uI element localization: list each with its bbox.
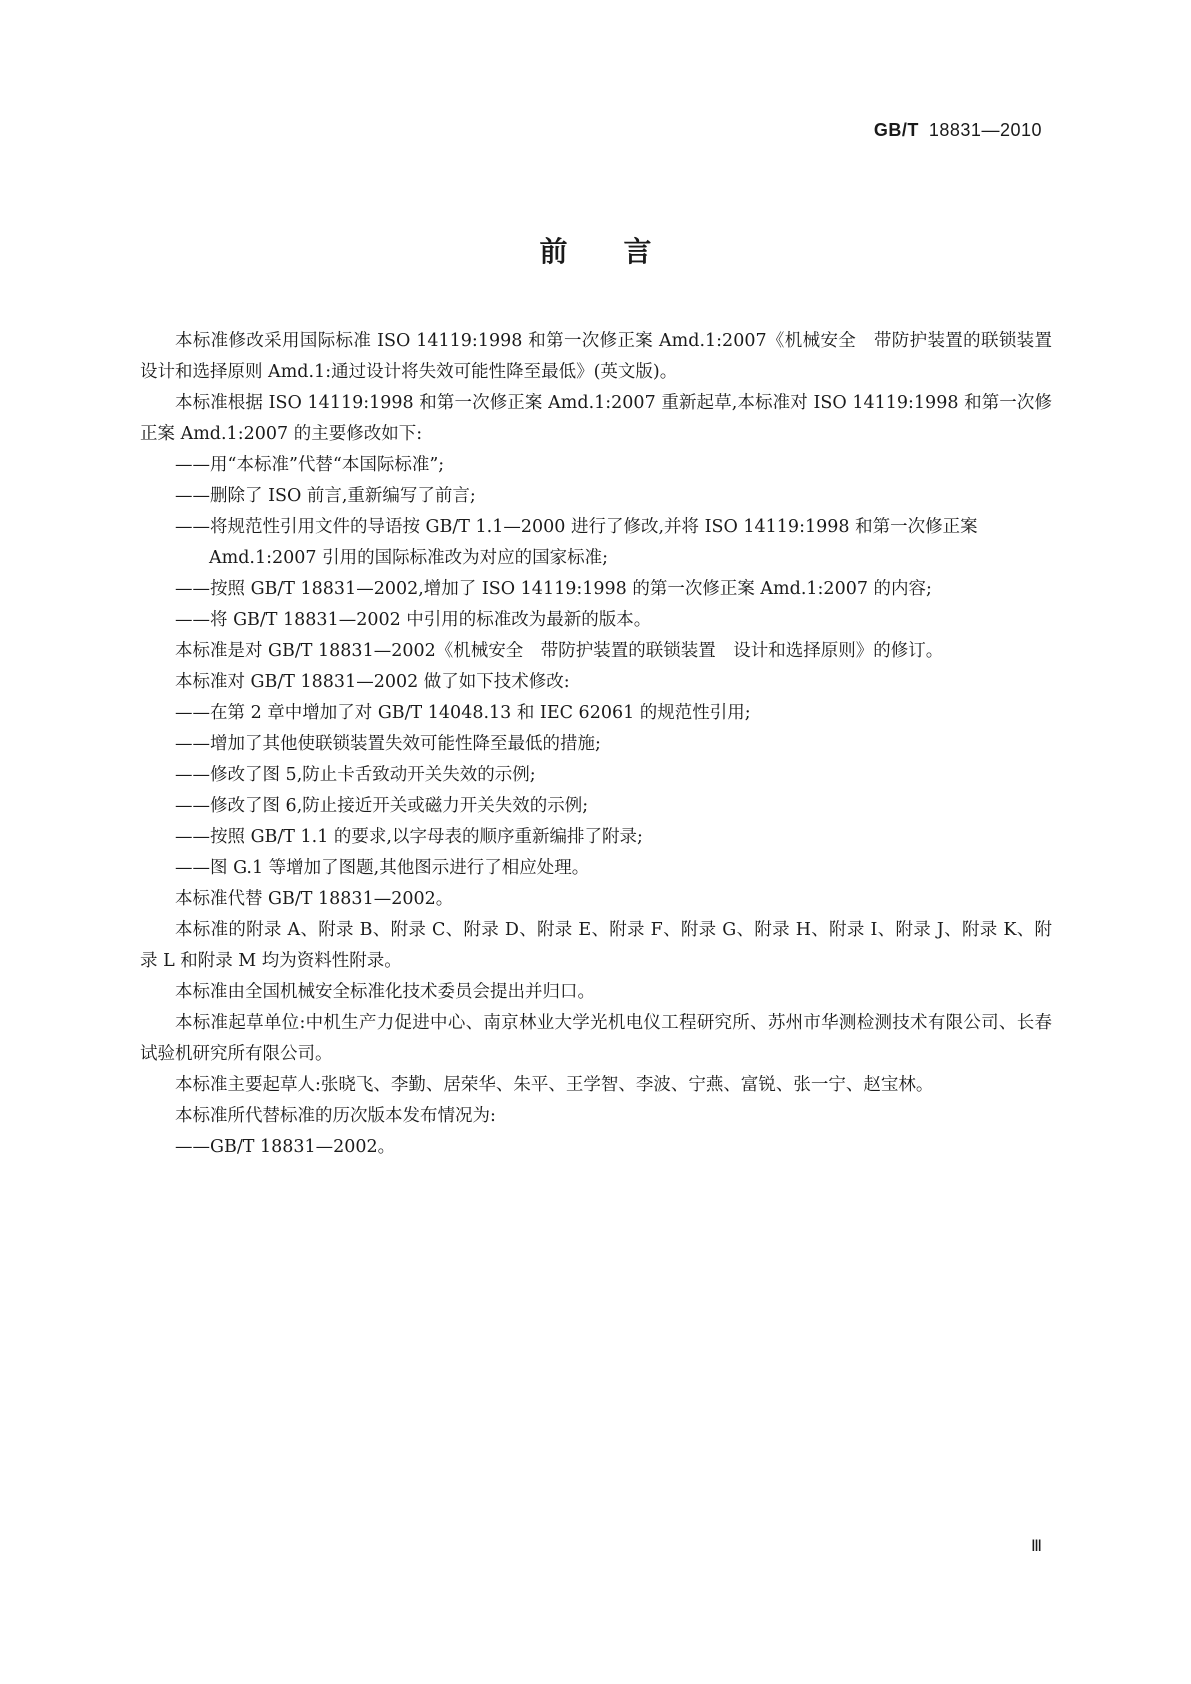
paragraph: 本标准代替 GB/T 18831—2002。 [175, 889, 454, 909]
page-title: 前言 [539, 235, 708, 268]
list-item: ——修改了图 5,防止卡舌致动开关失效的示例; [175, 765, 536, 785]
paragraph: 本标准主要起草人:张晓飞、李勤、居荣华、朱平、王学智、李波、宁燕、富锐、张一宁、赵宝林。 [175, 1075, 934, 1095]
std-code: GB/T [873, 120, 919, 140]
list-item: ——将规范性引用文件的导语按 GB/T 1.1—2000 进行了修改,并将 ISO 14119:1998 和第一次修正案 Amd.1:2007 引用的国际标准改为对应的国家标准; [175, 517, 978, 568]
paragraph: 本标准的附录 A、附录 B、附录 C、附录 D、附录 E、附录 F、附录 G、附录 H、附录 I、附录 J、附录 K、附录 L 和附录 M 均为资料性附录。 [140, 920, 1052, 971]
list-item: ——图 G.1 等增加了图题,其他图示进行了相应处理。 [175, 858, 590, 878]
list-item: ——增加了其他使联锁装置失效可能性降至最低的措施; [175, 734, 601, 754]
paragraph: 本标准是对 GB/T 18831—2002《机械安全 带防护装置的联锁装置 设计和选择原则》的修订。 [175, 641, 944, 661]
list-item: ——GB/T 18831—2002。 [175, 1137, 396, 1157]
foreword-body [140, 326, 1070, 1163]
list-item: ——用“本标准”代替“本国际标准”; [175, 455, 445, 475]
list-item: ——在第 2 章中增加了对 GB/T 14048.13 和 IEC 62061 的规范性引用; [175, 703, 751, 723]
page-number: Ⅲ [1030, 1538, 1042, 1555]
paragraph: 本标准所代替标准的历次版本发布情况为: [175, 1106, 496, 1126]
list-item: ——删除了 ISO 前言,重新编写了前言; [175, 486, 476, 506]
standard-code-header [874, 120, 1042, 141]
paragraph: 本标准对 GB/T 18831—2002 做了如下技术修改: [175, 672, 570, 692]
list-item: ——按照 GB/T 1.1 的要求,以字母表的顺序重新编排了附录; [175, 827, 643, 847]
list-item: ——修改了图 6,防止接近开关或磁力开关失效的示例; [175, 796, 589, 816]
paragraph: 本标准根据 ISO 14119:1998 和第一次修正案 Amd.1:2007 重新起草,本标准对 ISO 14119:1998 和第一次修正案 Amd.1:2007 的主要修改如下: [140, 393, 1052, 444]
paragraph: 本标准由全国机械安全标准化技术委员会提出并归口。 [175, 982, 595, 1002]
list-item: ——按照 GB/T 18831—2002,增加了 ISO 14119:1998 的第一次修正案 Amd.1:2007 的内容; [175, 579, 932, 599]
std-number: 18831—2010 [928, 120, 1042, 140]
paragraph: 本标准修改采用国际标准 ISO 14119:1998 和第一次修正案 Amd.1:2007《机械安全 带防护装置的联锁装置 设计和选择原则 Amd.1:通过设计将失效可能性降至最低》(英文版)。 [140, 331, 1070, 382]
paragraph: 本标准起草单位:中机生产力促进中心、南京林业大学光机电仪工程研究所、苏州市华测检测技术有限公司、长春试验机研究所有限公司。 [140, 1013, 1052, 1064]
list-item: ——将 GB/T 18831—2002 中引用的标准改为最新的版本。 [175, 610, 652, 630]
